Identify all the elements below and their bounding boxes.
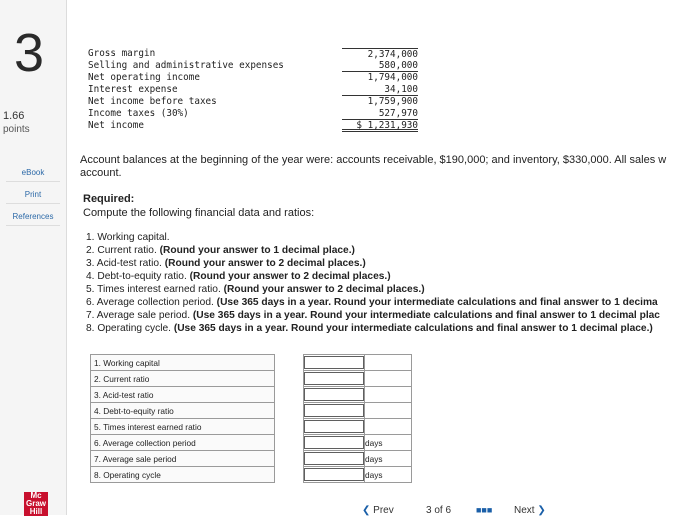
answer-table — [90, 354, 412, 483]
answer-input-avg-collection-period[interactable] — [304, 435, 365, 451]
statement-value: 527,970 — [342, 108, 418, 120]
page-of: of — [434, 505, 443, 516]
income-statement — [88, 48, 418, 132]
answer-input-acid-test-ratio[interactable] — [304, 387, 365, 403]
unit-label: days — [365, 435, 412, 451]
spacer — [275, 467, 304, 483]
mcgraw-hill-logo: Mc Graw Hill — [25, 491, 46, 516]
requirement-item — [86, 296, 660, 309]
statement-value: 1,794,000 — [367, 72, 418, 83]
statement-row — [88, 120, 418, 132]
requirement-number: 6. — [86, 297, 95, 308]
requirement-item — [86, 257, 660, 270]
question-number: 3 — [14, 23, 45, 83]
spacer — [275, 387, 304, 403]
table-row — [91, 371, 412, 387]
requirement-instruction: (Round your answer to 2 decimal places.) — [223, 284, 425, 295]
input-box[interactable] — [304, 404, 364, 417]
left-sidebar — [0, 0, 67, 515]
table-row — [91, 403, 412, 419]
references-link[interactable]: References — [6, 208, 60, 226]
spacer — [275, 371, 304, 387]
requirement-instruction: (Round your answer to 2 decimal places.) — [164, 258, 366, 269]
requirement-number: 7. — [86, 310, 95, 321]
unit-label — [365, 355, 412, 371]
requirements-list — [86, 231, 660, 335]
statement-row — [88, 84, 418, 96]
account-balances-text-cont: account. — [80, 167, 122, 179]
requirement-text: Acid-test ratio. — [96, 258, 162, 269]
requirement-item — [86, 244, 660, 257]
requirement-item — [86, 309, 660, 322]
input-box[interactable] — [304, 468, 364, 481]
requirement-number: 4. — [86, 271, 95, 282]
table-row — [91, 355, 412, 371]
statement-row — [88, 108, 418, 120]
statement-label: Net income — [88, 120, 144, 131]
requirement-instruction: (Use 365 days in a year. Round your intermediate calculations and final answer to 1 decimal place.) — [173, 323, 653, 334]
answer-input-debt-to-equity[interactable] — [304, 403, 365, 419]
statement-row — [88, 96, 418, 108]
required-text: Compute the following financial data and ratios: — [83, 207, 315, 219]
statement-row — [88, 60, 418, 72]
requirement-number: 5. — [86, 284, 95, 295]
unit-label — [365, 403, 412, 419]
row-label: 5. Times interest earned ratio — [91, 419, 275, 435]
input-box[interactable] — [304, 356, 364, 369]
ebook-link[interactable]: eBook — [6, 164, 60, 182]
grid-icon[interactable]: ■■■ — [476, 505, 493, 515]
points-value: 1.66 — [3, 110, 25, 122]
required-heading: Required: — [83, 193, 135, 205]
page-indicator[interactable] — [426, 505, 451, 516]
requirement-instruction: (Use 365 days in a year. Round your intermediate calculations and final answer to 1 decima — [216, 297, 658, 308]
print-link[interactable]: Print — [6, 186, 60, 204]
chevron-left-icon: ❮ — [362, 505, 371, 516]
requirement-item — [86, 283, 660, 296]
next-button[interactable] — [514, 505, 546, 516]
page-current: 3 — [426, 505, 432, 516]
input-box[interactable] — [304, 372, 364, 385]
statement-value: 1,759,900 — [367, 96, 418, 107]
input-box[interactable] — [304, 388, 364, 401]
spacer — [275, 451, 304, 467]
chevron-right-icon: ❯ — [537, 505, 546, 516]
table-row — [91, 435, 412, 451]
statement-label: Net operating income — [88, 72, 200, 83]
spacer — [275, 419, 304, 435]
requirement-instruction: (Use 365 days in a year. Round your intermediate calculations and final answer to 1 decimal plac — [192, 310, 660, 321]
spacer — [275, 355, 304, 371]
table-row — [91, 387, 412, 403]
statement-value: 2,374,000 — [342, 48, 418, 60]
row-label: 3. Acid-test ratio — [91, 387, 275, 403]
requirement-text: Average sale period. — [96, 310, 191, 321]
row-label: 8. Operating cycle — [91, 467, 275, 483]
requirement-text: Debt-to-equity ratio. — [97, 271, 187, 282]
unit-label — [365, 387, 412, 403]
requirement-number: 1. — [86, 232, 95, 243]
row-label: 7. Average sale period — [91, 451, 275, 467]
input-box[interactable] — [304, 436, 364, 449]
statement-value: 34,100 — [342, 84, 418, 96]
row-label: 2. Current ratio — [91, 371, 275, 387]
statement-label: Net income before taxes — [88, 96, 217, 107]
row-label: 6. Average collection period — [91, 435, 275, 451]
answer-input-working-capital[interactable] — [304, 355, 365, 371]
answer-input-operating-cycle[interactable] — [304, 467, 365, 483]
input-box[interactable] — [304, 420, 364, 433]
answer-input-times-interest-earned[interactable] — [304, 419, 365, 435]
requirement-number: 3. — [86, 258, 95, 269]
prev-label: Prev — [373, 505, 394, 516]
table-row — [91, 419, 412, 435]
answer-input-avg-sale-period[interactable] — [304, 451, 365, 467]
requirement-item — [86, 270, 660, 283]
answer-input-current-ratio[interactable] — [304, 371, 365, 387]
statement-label: Selling and administrative expenses — [88, 60, 284, 71]
unit-label: days — [365, 451, 412, 467]
requirement-number: 8. — [86, 323, 95, 334]
table-row — [91, 467, 412, 483]
requirement-instruction: (Round your answer to 1 decimal place.) — [159, 245, 355, 256]
unit-label — [365, 419, 412, 435]
unit-label: days — [365, 467, 412, 483]
statement-label: Gross margin — [88, 48, 156, 59]
account-balances-text: Account balances at the beginning of the year were: accounts receivable, $190,000; and inventory, $330,000. All sales w — [80, 154, 667, 166]
statement-row — [88, 72, 418, 84]
requirement-text: Average collection period. — [96, 297, 214, 308]
spacer — [275, 403, 304, 419]
statement-value: $ 1,231,930 — [342, 120, 418, 132]
row-label: 4. Debt-to-equity ratio — [91, 403, 275, 419]
input-box[interactable] — [304, 452, 364, 465]
spacer — [275, 435, 304, 451]
page-total: 6 — [445, 505, 452, 516]
requirement-number: 2. — [86, 245, 95, 256]
statement-label: Income taxes (30%) — [88, 108, 189, 119]
statement-value: 580,000 — [342, 60, 418, 72]
question-content — [66, 0, 700, 515]
requirement-text: Current ratio. — [97, 245, 157, 256]
requirement-instruction: (Round your answer to 2 decimal places.) — [189, 271, 391, 282]
next-label: Next — [514, 505, 535, 516]
row-label: 1. Working capital — [91, 355, 275, 371]
points-label: points — [3, 124, 30, 135]
requirement-text: Working capital. — [97, 232, 170, 243]
table-row — [91, 451, 412, 467]
statement-row — [88, 48, 418, 60]
prev-button[interactable] — [362, 505, 394, 516]
requirement-item — [86, 231, 660, 244]
unit-label — [365, 371, 412, 387]
requirement-text: Operating cycle. — [97, 323, 171, 334]
requirement-text: Times interest earned ratio. — [97, 284, 221, 295]
statement-label: Interest expense — [88, 84, 178, 95]
requirement-item — [86, 322, 660, 335]
